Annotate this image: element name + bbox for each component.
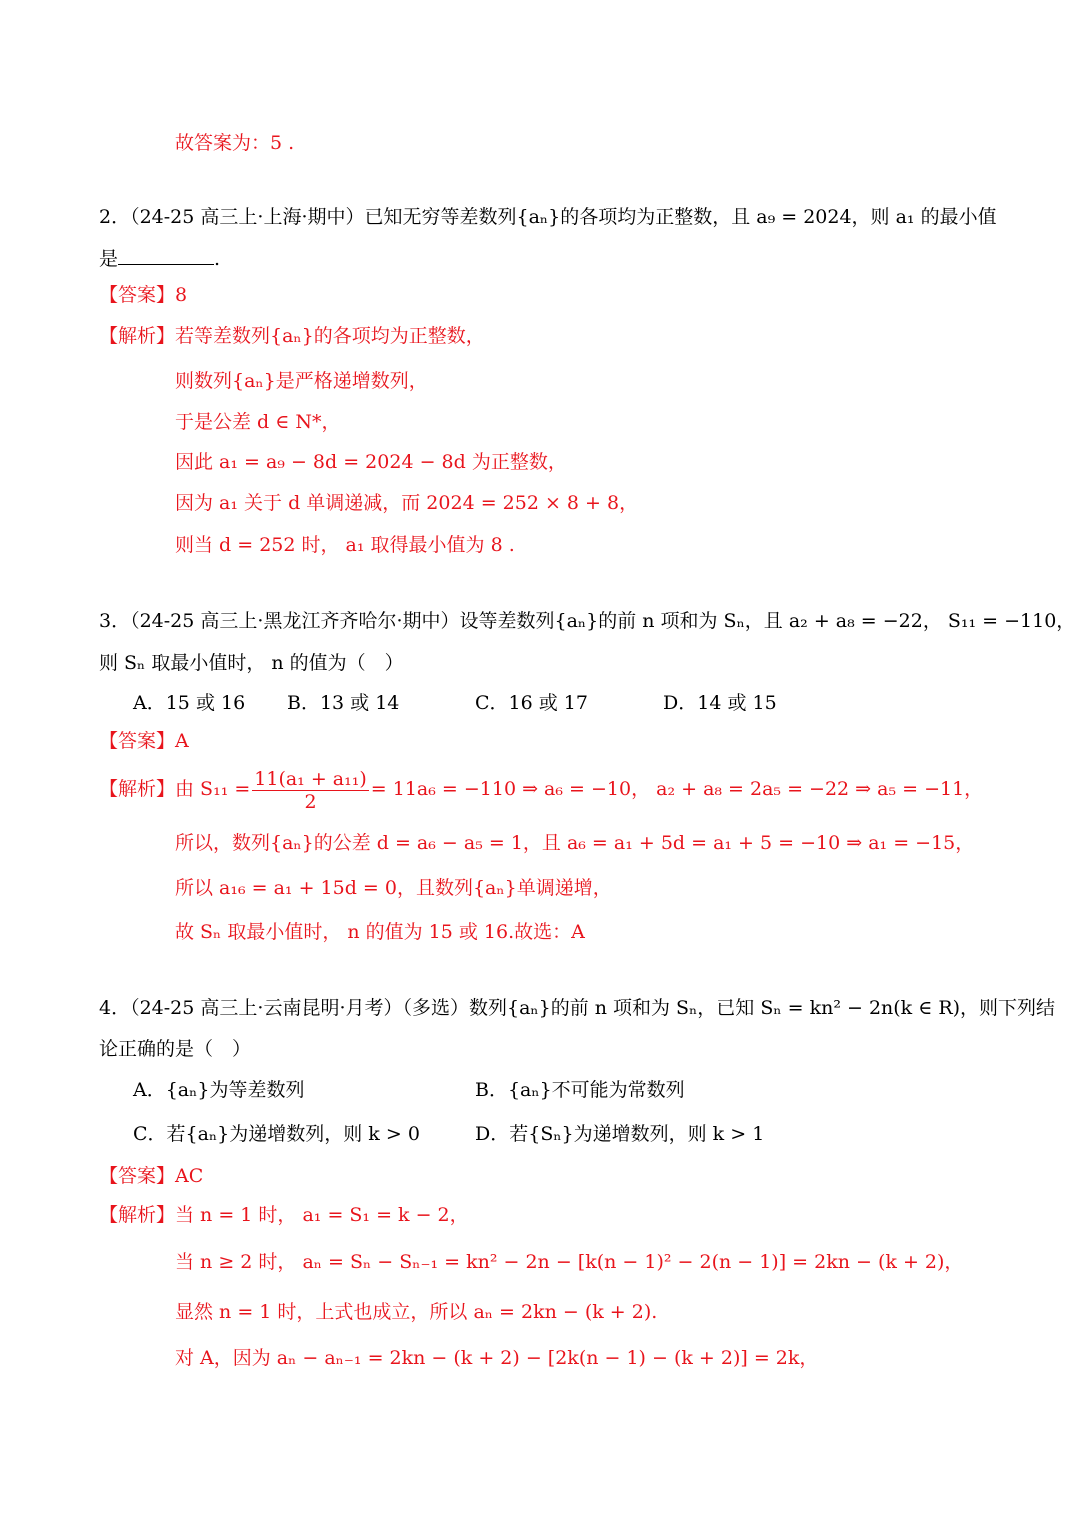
q4-option-d: D．若{Sₙ}为递增数列，则 k > 1 [475, 1123, 765, 1145]
q2-stem-line2 [99, 246, 220, 272]
q2-stem-prefix: 是 [99, 248, 119, 270]
analysis-text: 若等差数列{aₙ}的各项均为正整数， [175, 325, 485, 347]
q4-option-c: C．若{aₙ}为递增数列，则 k > 0 [133, 1123, 420, 1145]
q4-answer [99, 1163, 203, 1189]
q3-answer [99, 728, 189, 754]
q2-stem-suffix: . [214, 248, 221, 270]
q3-stem-line2: 则 Sₙ 取最小值时， n 的值为（ ） [99, 652, 404, 674]
q2-analysis-line6: 则当 d = 252 时， a₁ 取得最小值为 8 . [175, 534, 515, 556]
fraction-numerator: 11(a₁ + a₁₁) [254, 767, 367, 790]
answer-tag: 【答案】 [99, 1165, 176, 1187]
answer-tag: 【答案】 [99, 730, 176, 752]
fraction [252, 768, 369, 813]
analysis-tag: 【解析】 [99, 325, 176, 347]
q3-analysis-line4: 故 Sₙ 取最小值时， n 的值为 15 或 16.故选：A [175, 921, 585, 943]
answer-value: 8 [175, 284, 188, 306]
q3-analysis-line1 [99, 766, 983, 813]
analysis-tag: 【解析】 [99, 1204, 176, 1226]
q2-answer-blank [118, 246, 214, 265]
q3-option-a: A．15 或 16 [133, 692, 246, 714]
q4-analysis-line3: 显然 n = 1 时，上式也成立，所以 aₙ = 2kn − (k + 2). [175, 1301, 658, 1323]
q2-analysis-line4: 因此 a₁ = a₉ − 8d = 2024 − 8d 为正整数， [175, 451, 567, 473]
answer-value: AC [175, 1165, 204, 1187]
q3-analysis-line3: 所以 a₁₆ = a₁ + 15d = 0，且数列{aₙ}单调递增， [175, 877, 612, 899]
q2-answer [99, 282, 187, 308]
q4-analysis-line4: 对 A，因为 aₙ − aₙ₋₁ = 2kn − (k + 2) − [2k(n − 1) − (k + 2)] = 2k， [175, 1347, 819, 1369]
q2-stem-line1: 2．（24-25 高三上·上海·期中）已知无穷等差数列{aₙ}的各项均为正整数，且 a₉ = 2024，则 a₁ 的最小值 [99, 206, 997, 228]
fraction-denominator: 2 [304, 790, 317, 813]
analysis-prefix: 由 S₁₁ = [175, 778, 251, 800]
q4-stem-line1: 4．（24-25 高三上·云南昆明·月考）（多选）数列{aₙ}的前 n 项和为 Sₙ，已知 Sₙ = kn² − 2n(k ∈ R)，则下列结 [99, 997, 1056, 1019]
q2-analysis-line3: 于是公差 d ∈ N*， [175, 411, 341, 433]
q3-option-b: B．13 或 14 [287, 692, 400, 714]
q2-analysis-line2: 则数列{aₙ}是严格递增数列， [175, 370, 428, 392]
q4-analysis-line2: 当 n ≥ 2 时， aₙ = Sₙ − Sₙ₋₁ = kn² − 2n − [k(n − 1)² − 2(n − 1)] = 2kn − (k + 2)， [175, 1251, 964, 1273]
analysis-tag: 【解析】 [99, 778, 176, 800]
q4-option-a: A．{aₙ}为等差数列 [133, 1079, 305, 1101]
q4-analysis-line1 [99, 1202, 469, 1228]
q2-analysis-line1 [99, 323, 485, 349]
q4-stem-line2: 论正确的是（ ） [99, 1038, 252, 1060]
q2-analysis-line5: 因为 a₁ 关于 d 单调递减，而 2024 = 252 × 8 + 8， [175, 492, 639, 514]
q1-final-answer: 故答案为：5 . [175, 132, 295, 154]
analysis-suffix: = 11a₆ = −110 ⇒ a₆ = −10， a₂ + a₈ = 2a₅ = −22 ⇒ a₅ = −11， [370, 778, 984, 800]
q3-option-d: D．14 或 15 [663, 692, 777, 714]
q3-option-c: C．16 或 17 [475, 692, 588, 714]
q4-option-b: B．{aₙ}不可能为常数列 [475, 1079, 685, 1101]
answer-value: A [175, 730, 189, 752]
q3-analysis-line2: 所以，数列{aₙ}的公差 d = a₆ − a₅ = 1，且 a₆ = a₁ + 5d = a₁ + 5 = −10 ⇒ a₁ = −15， [175, 832, 975, 854]
analysis-text: 当 n = 1 时， a₁ = S₁ = k − 2， [175, 1204, 469, 1226]
answer-tag: 【答案】 [99, 284, 176, 306]
q3-stem-line1: 3．（24-25 高三上·黑龙江齐齐哈尔·期中）设等差数列{aₙ}的前 n 项和为 Sₙ，且 a₂ + a₈ = −22， S₁₁ = −110， [99, 610, 1076, 632]
